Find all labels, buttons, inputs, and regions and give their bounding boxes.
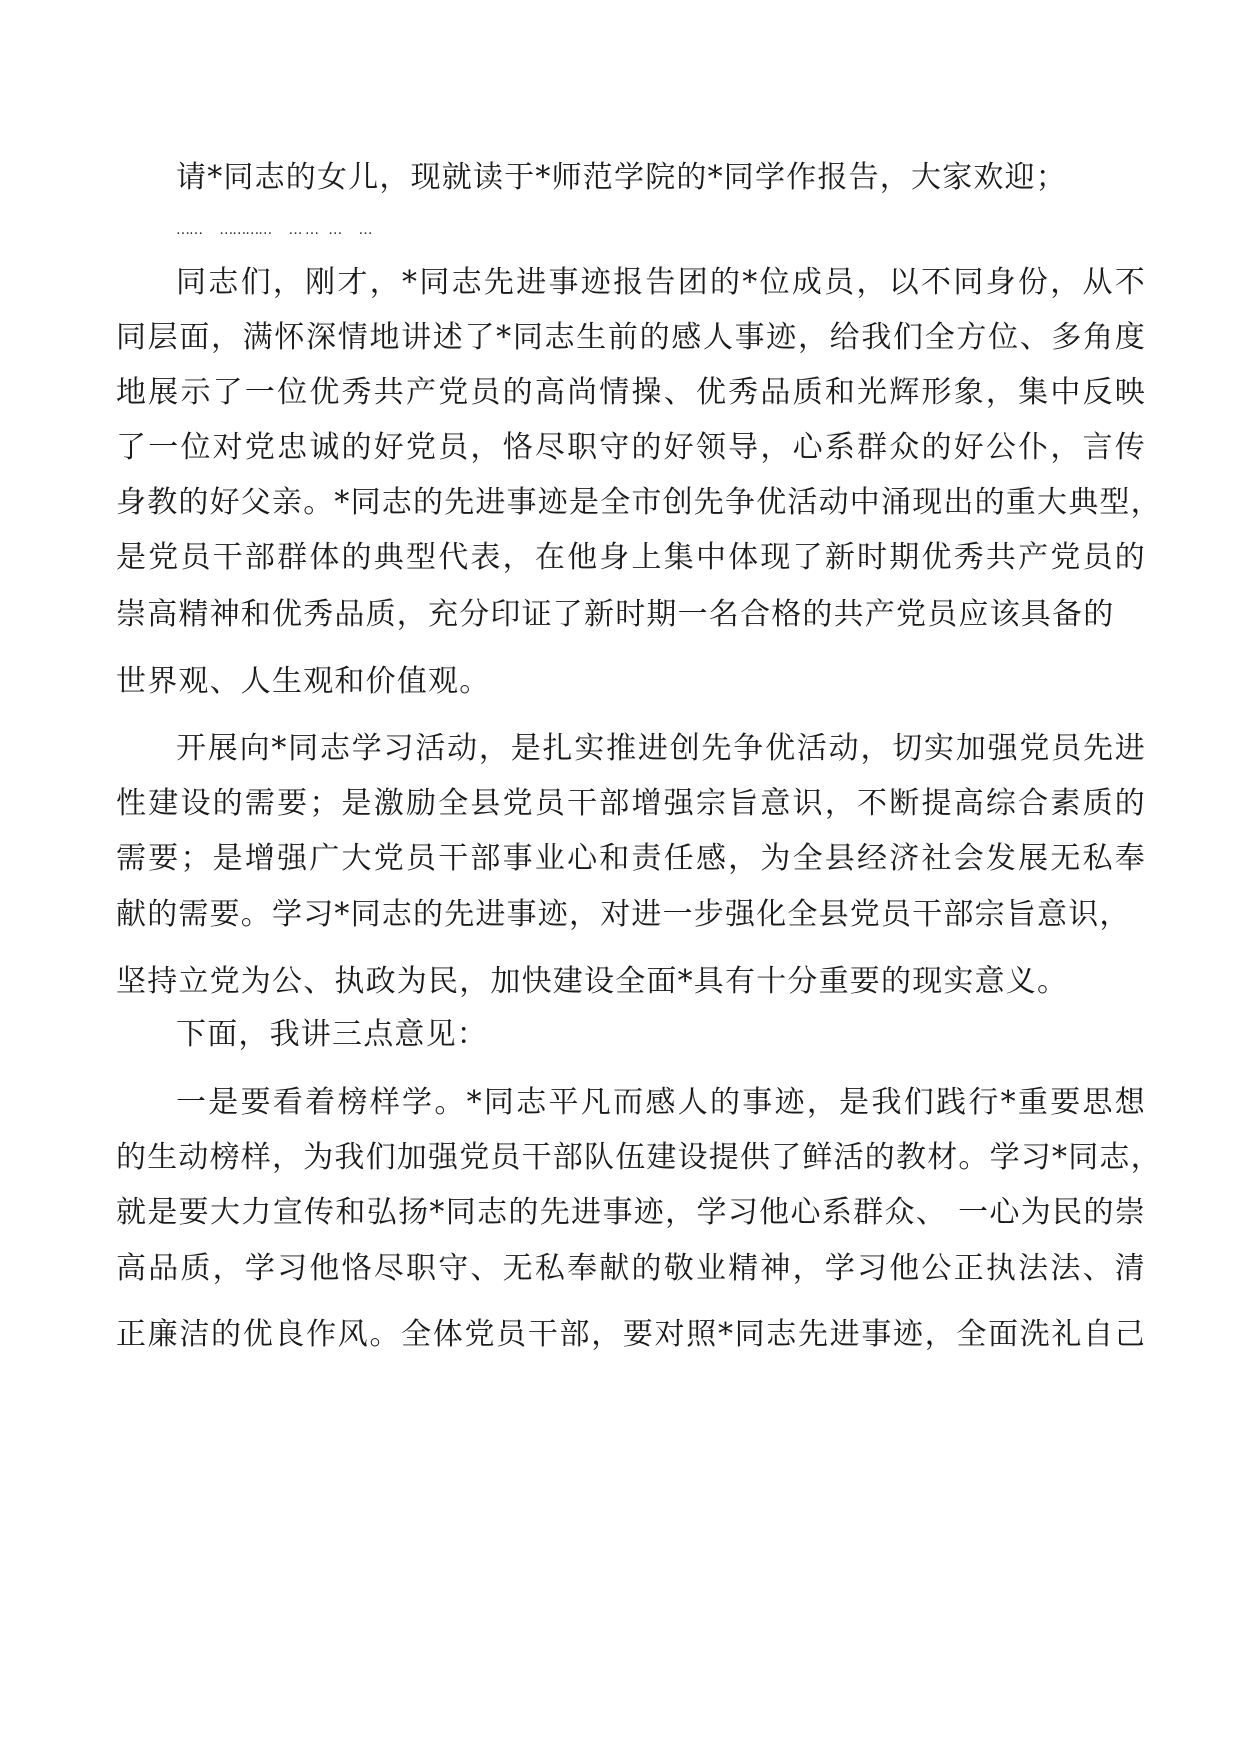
paragraph-3: 下面，我讲三点意见： bbox=[176, 1017, 488, 1052]
paragraph-2-line-2: 性建设的需要；是激励全县党员干部增强宗旨意识，不断提高综合素质的 bbox=[116, 786, 1146, 821]
paragraph-2-line-5: 坚持立党为公、执政为民，加快建设全面*具有十分重要的现实意义。 bbox=[116, 964, 1069, 999]
paragraph-2-line-4: 献的需要。学习*同志的先进事迹，对进一步强化全县党员干部宗旨意识， bbox=[116, 897, 1131, 932]
paragraph-1-line-5: 身教的好父亲。*同志的先进事迹是全市创先争优活动中涌现出的重大典型， bbox=[116, 485, 1162, 520]
ellipsis-row: …… ………… … … … … bbox=[176, 222, 372, 238]
paragraph-1-line-7: 崇高精神和优秀品质，充分印证了新时期一名合格的共产党员应该具备的 bbox=[116, 597, 1115, 632]
paragraph-1-line-6: 是党员干部群体的典型代表，在他身上集中体现了新时期优秀共产党员的 bbox=[116, 540, 1146, 575]
paragraph-2-line-3: 需要；是增强广大党员干部事业心和责任感，为全县经济社会发展无私奉 bbox=[116, 841, 1146, 876]
paragraph-4-line-1: 一是要看着榜样学。*同志平凡而感人的事迹，是我们践行*重要思想 bbox=[176, 1085, 1146, 1120]
paragraph-1-line-8: 世界观、人生观和价值观。 bbox=[116, 664, 491, 699]
paragraph-1-line-2: 同层面，满怀深情地讲述了*同志生前的感人事迹，给我们全方位、多角度 bbox=[116, 320, 1146, 355]
paragraph-1-line-1: 同志们，刚才，*同志先进事迹报告团的*位成员，以不同身份，从不 bbox=[176, 265, 1146, 300]
paragraph-2-line-1: 开展向*同志学习活动，是扎实推进创先争优活动，切实加强党员先进 bbox=[176, 731, 1146, 766]
paragraph-1-line-3: 地展示了一位优秀共产党员的高尚情操、优秀品质和光辉形象，集中反映 bbox=[116, 375, 1146, 410]
paragraph-1-line-4: 了一位对党忠诚的好党员，恪尽职守的好领导，心系群众的好公仆，言传 bbox=[116, 430, 1146, 465]
paragraph-4-line-3: 就是要大力宣传和弘扬*同志的先进事迹，学习他心系群众、 一心为民的崇 bbox=[116, 1195, 1146, 1230]
intro-line: 请*同志的女儿，现就读于*师范学院的*同学作报告，大家欢迎； bbox=[176, 160, 1067, 195]
paragraph-4-line-5: 正廉洁的优良作风。全体党员干部，要对照*同志先进事迹，全面洗礼自己 bbox=[116, 1317, 1146, 1352]
paragraph-4-line-4: 高品质，学习他恪尽职守、无私奉献的敬业精神，学习他公正执法法、清 bbox=[116, 1251, 1146, 1286]
paragraph-4-line-2: 的生动榜样，为我们加强党员干部队伍建设提供了鲜活的教材。学习*同志， bbox=[116, 1140, 1162, 1175]
